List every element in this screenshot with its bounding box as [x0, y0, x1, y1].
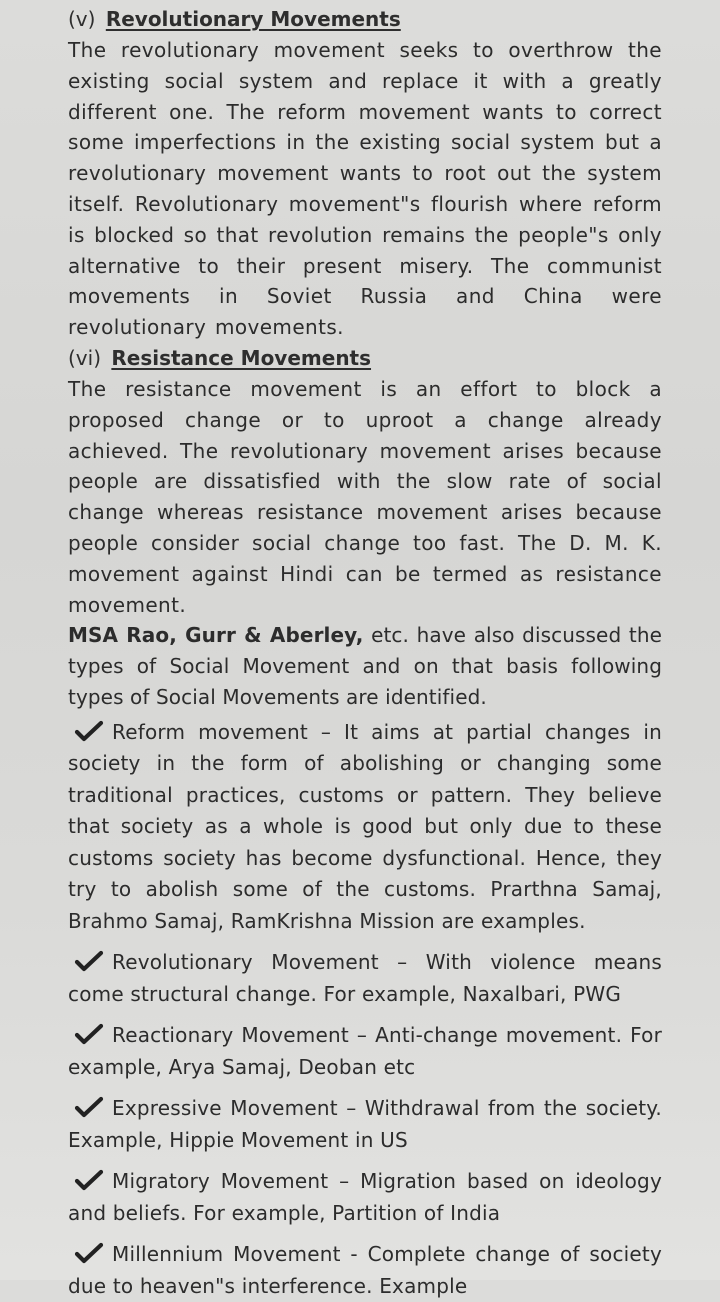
check-icon — [74, 1024, 104, 1044]
check-icon — [74, 1170, 104, 1190]
section-number: (vi) — [68, 345, 101, 370]
bullet-item-revolutionary — [68, 947, 662, 1010]
section-title: Resistance Movements — [111, 345, 372, 370]
section-heading-resistance — [68, 343, 662, 374]
intro-text: etc. have also discussed the types of Social Movement and on that basis following types of Social Movements are identified. — [68, 623, 663, 709]
check-icon — [74, 951, 104, 971]
bullet-item-migratory — [68, 1166, 662, 1229]
section-number: (v) — [68, 7, 96, 31]
bullet-text: Reactionary Movement – Anti-change movement. For example, Arya Samaj, Deoban etc — [68, 1023, 662, 1079]
check-icon — [74, 1243, 104, 1263]
check-icon — [74, 1097, 104, 1117]
check-icon — [74, 721, 104, 741]
bullet-item-reactionary — [68, 1020, 662, 1083]
bullet-text: Migratory Movement – Migration based on ideology and beliefs. For example, Partition of India — [68, 1169, 662, 1225]
bullet-text: Revolutionary Movement – With violence means come structural change. For example, Naxalbari, PWG — [68, 950, 662, 1006]
paragraph-resistance: The resistance movement is an effort to block a proposed change or to uproot a change already achieved. The revolutionary movement arises because people are dissatisfied with the slow rate of social change whereas resistance movement arises because people consider social change too fast. The D. M. K. movement against Hindi can be termed as resistance movement. — [68, 376, 662, 617]
paragraph-intro — [68, 620, 662, 712]
paragraph-revolutionary: The revolutionary movement seeks to overthrow the existing social system and replace it with a greatly different one. The reform movement wants to correct some imperfections in the existing social system but a revolutionary movement wants to root out the system itself. Revolutionary movement"s flourish where reform is blocked so that revolution remains the people"s only alternative to their present misery. The communist movements in Soviet Russia and China were revolutionary movements. — [68, 38, 662, 340]
bullet-text: Expressive Movement – Withdrawal from the society. Example, Hippie Movement in US — [68, 1096, 662, 1152]
section-title: Revolutionary Movements — [105, 7, 401, 31]
bullet-item-expressive — [68, 1093, 662, 1156]
bullet-text: Millennium Movement - Complete change of society due to heaven"s interference. Example — [68, 1242, 662, 1298]
document-body — [68, 4, 662, 1302]
intro-authors: MSA Rao, Gurr & Aberley, — [68, 623, 364, 648]
bullet-item-millennium — [68, 1239, 662, 1302]
bullet-item-reform — [68, 717, 662, 938]
section-heading-revolutionary — [68, 4, 662, 35]
bullet-text: Reform movement – It aims at partial changes in society in the form of abolishing or changing some traditional practices, customs or pattern. They believe that society as a whole is good but only due to these customs society has become dysfunctional. Hence, they try to abolish some of the customs. Prarthna Samaj, Brahmo Samaj, RamKrishna Mission are examples. — [68, 719, 662, 933]
